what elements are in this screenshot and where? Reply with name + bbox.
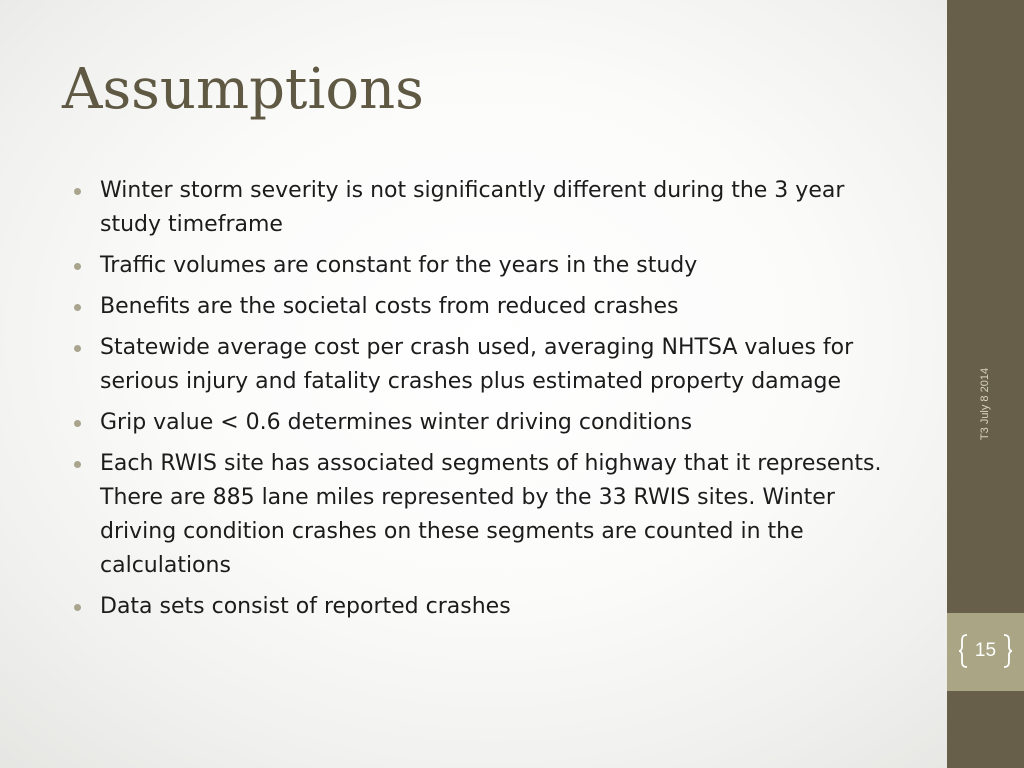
bullet-dot-icon <box>74 304 81 311</box>
page-number: 15 <box>974 640 997 661</box>
footer-date <box>955 356 1015 452</box>
bullet-text: Benefits are the societal costs from reduced crashes <box>100 294 679 319</box>
bullet-item <box>74 249 904 283</box>
bullet-dot-icon <box>74 263 81 270</box>
bullet-item <box>74 290 904 324</box>
bullet-text: Traffic volumes are constant for the years in the study <box>100 253 698 278</box>
footer-date-text: T3 July 8 2014 <box>979 367 991 441</box>
bullet-text: Data sets consist of reported crashes <box>100 594 511 619</box>
bullet-item <box>74 447 904 583</box>
page-number-box <box>947 613 1024 691</box>
bullet-item <box>74 590 904 624</box>
bullet-text: Each RWIS site has associated segments of highway that it represents. There are 885 lane miles represented by the 33 RWIS sites. Winter driving condition crashes on these segments are counted in the calculations <box>100 451 882 578</box>
bullet-item <box>74 406 904 440</box>
bullet-list <box>74 174 904 631</box>
bullet-item <box>74 331 904 399</box>
bullet-dot-icon <box>74 461 81 468</box>
slide-title: Assumptions <box>62 57 424 122</box>
bullet-dot-icon <box>74 345 81 352</box>
page-number-frame <box>959 633 1012 669</box>
bullet-text: Winter storm severity is not significantly different during the 3 year study timeframe <box>100 178 845 237</box>
bullet-item <box>74 174 904 242</box>
bullet-dot-icon <box>74 420 81 427</box>
bullet-text: Statewide average cost per crash used, averaging NHTSA values for serious injury and fatality crashes plus estimated property damage <box>100 335 854 394</box>
bullet-dot-icon <box>74 188 81 195</box>
bullet-dot-icon <box>74 604 81 611</box>
bullet-text: Grip value < 0.6 determines winter driving conditions <box>100 410 693 435</box>
